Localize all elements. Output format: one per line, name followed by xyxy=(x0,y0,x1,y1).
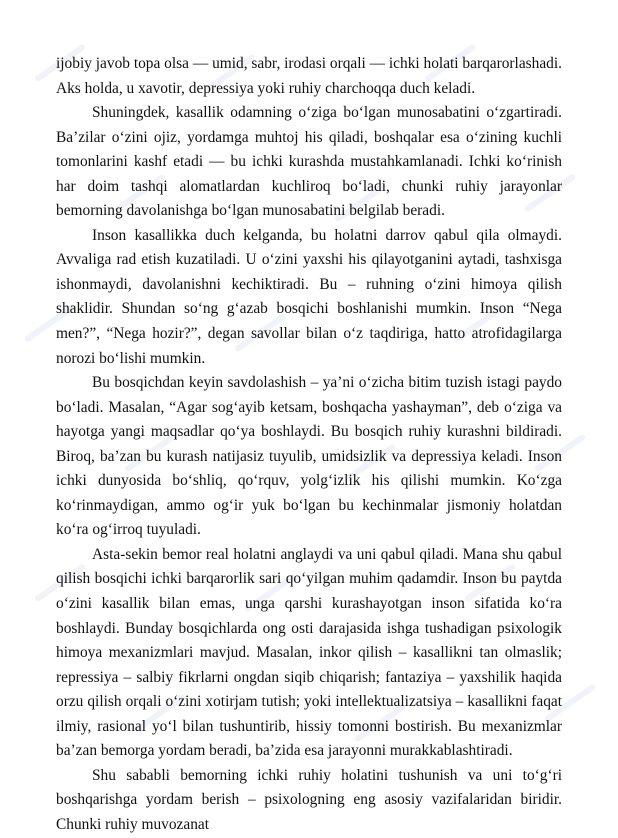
document-body xyxy=(56,52,562,838)
paragraph-3: Inson kasallikka duch kelganda, bu holatni darrov qabul qila olmaydi. Avvaliga rad etish kuzatiladi. U o‘zini yaxshi his qilayotganini aytadi, tashxisga ishonmaydi, davolanishni kechiktiradi. Bu – ruhning o‘zini himoya qilish shaklidir. Shundan so‘ng g‘azab bosqichi boshlanishi mumkin. Inson “Nega men?”, “Nega hozir?”, degan savollar bilan o‘z taqdiriga, hatto atrofidagilarga norozi bo‘lishi mumkin. xyxy=(56,226,562,367)
paragraph-5: Asta-sekin bemor real holatni anglaydi va uni qabul qiladi. Mana shu qabul qilish bosqichi ichki barqarorlik sari qo‘yilgan muhim qadamdir. Inson bu paytda o‘zini kasallik bilan emas, unga qarshi kurashayotgan inson sifatida ko‘ra boshlaydi. Bunday bosqichlarda ong osti darajasida ishga tushadigan psixologik himoya mexanizmlari mavjud. Masalan, inkor qilish – kasallikni tan olmaslik; repressiya – salbiy fikrlarni ongdan siqib chiqarish; fantaziya – yaxshilik haqida orzu qilish orqali o‘zini xotirjam tutish; yoki intellektualizatsiya – kasallikni faqat ilmiy, rasional yo‘l bilan tushuntirib, hissiy tomonni bostirish. Bu mexanizmlar ba’zan bemorga yordam beradi, ba’zida esa jarayonni murakkablashtiradi. xyxy=(56,545,562,760)
paragraph-1: ijobiy javob topa olsa — umid, sabr, irodasi orqali — ichki holati barqarorlashadi. Aks holda, u xavotir, depressiya yoki ruhiy charchoqqa duch keladi. xyxy=(56,55,562,97)
paragraph-4: Bu bosqichdan keyin savdolashish – ya’ni o‘zicha bitim tuzish istagi paydo bo‘ladi. Masalan, “Agar sog‘ayib ketsam, boshqacha yashayman”, deb o‘ziga va hayotga yangi maqsadlar qo‘ya boshlaydi. Bu bosqich ruhiy kurashni bildiradi. Biroq, ba’zan bu kurash natijasiz tuyulib, umidsizlik va depressiya keladi. Inson ichki dunyosida bo‘shliq, qo‘rquv, yolg‘izlik his qilishi mumkin. Ko‘zga ko‘rinmaydigan, ammo og‘ir yuk bo‘lgan bu kechinmalar jismoniy holatdan ko‘ra og‘irroq tuyuladi. xyxy=(56,374,562,539)
paragraph-2: Shuningdek, kasallik odamning o‘ziga bo‘lgan munosabatini o‘zgartiradi. Ba’zilar o‘zini ojiz, yordamga muhtoj his qiladi, boshqalar esa o‘zining kuchli tomonlarini kashf etadi — bu ichki kurashda mustahkamlanadi. Ichki ko‘rinish har doim tashqi alomatlardan kuchliroq bo‘ladi, chunki ruhiy jarayonlar bemorning davolanishga bo‘lgan munosabatini belgilab beradi. xyxy=(56,104,562,220)
paragraph-6: Shu sababli bemorning ichki ruhiy holatini tushunish va uni to‘g‘ri boshqarishga yordam berish – psixologning eng asosiy vazifalaridan biridir. Chunki ruhiy muvozanat xyxy=(56,766,562,833)
